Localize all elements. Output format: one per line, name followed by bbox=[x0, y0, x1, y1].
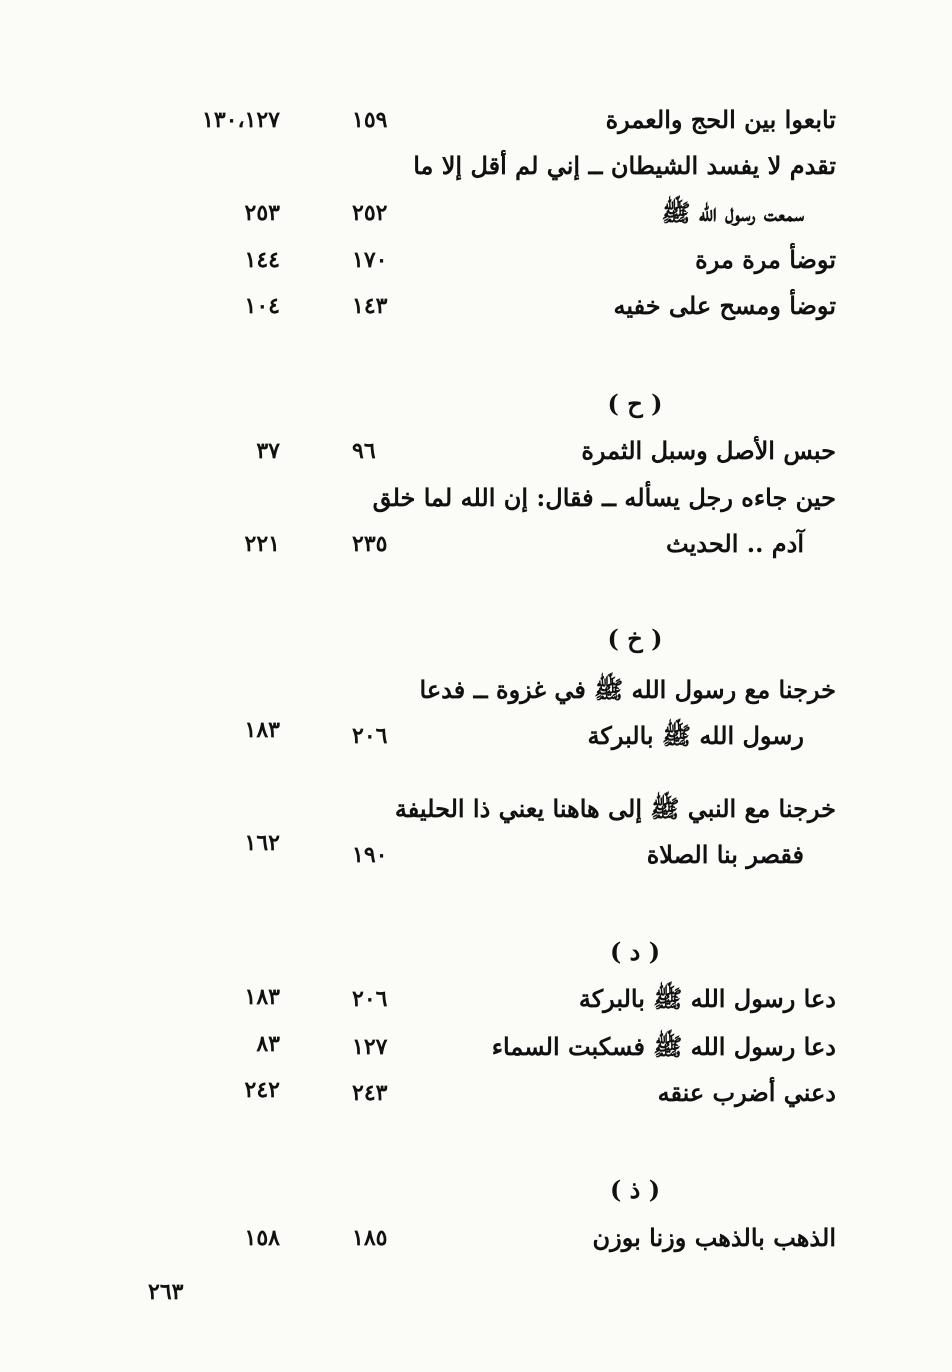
entry-hadith-number: ٢٤٣ bbox=[352, 1080, 388, 1106]
entry-page-number: ١٦٢ bbox=[244, 830, 280, 856]
index-entry bbox=[0, 789, 952, 829]
entry-page-number: ١٨٣ bbox=[244, 984, 280, 1010]
entry-text: دعني أضرب عنقه bbox=[657, 1078, 836, 1107]
entry-text: دعا رسول الله ﷺ بالبركة bbox=[578, 984, 836, 1013]
entry-page-number: ٨٣ bbox=[256, 1031, 280, 1057]
index-entry bbox=[0, 979, 952, 1019]
entry-text: آدم .. الحديث bbox=[666, 529, 804, 558]
entry-hadith-number: ١٤٣ bbox=[352, 293, 388, 319]
entry-text: خرجنا مع النبي ﷺ إلى هاهنا يعني ذا الحليفة bbox=[394, 794, 836, 823]
entry-text: فقصر بنا الصلاة bbox=[646, 840, 804, 869]
entry-page-number: ١٤٤ bbox=[244, 247, 280, 273]
index-entry bbox=[0, 431, 952, 471]
entry-hadith-number: ١٧٠ bbox=[352, 247, 388, 273]
index-entry bbox=[0, 830, 952, 875]
entry-hadith-number: ١٨٥ bbox=[352, 1225, 388, 1251]
entry-hadith-number: ١٩٠ bbox=[352, 842, 388, 868]
entry-text: حين جاءه رجل يسأله ــ فقال: إن الله لما خلق bbox=[372, 483, 836, 512]
entry-page-number: ٣٧ bbox=[256, 438, 280, 464]
entry-hadith-number: ٩٦ bbox=[352, 438, 376, 464]
index-entry bbox=[0, 1027, 952, 1067]
entry-hadith-number: ٢٠٦ bbox=[352, 723, 388, 749]
entry-page-number: ١٣٠،١٢٧ bbox=[202, 107, 280, 133]
entry-text: تابعوا بين الحج والعمرة bbox=[605, 105, 836, 134]
entry-page-number: ٢٥٣ bbox=[244, 200, 280, 226]
entry-page-number: ١٠٤ bbox=[244, 293, 280, 319]
entry-page-number: ٢٤٢ bbox=[244, 1077, 280, 1103]
entry-text: توضأ مرة مرة bbox=[695, 245, 836, 274]
index-entry bbox=[0, 240, 952, 280]
section-letter-heading: ( خ ) bbox=[607, 624, 663, 653]
entry-text: رسول الله ﷺ بالبركة bbox=[587, 721, 804, 750]
index-entry bbox=[0, 670, 952, 710]
entry-page-number: ١٥٨ bbox=[244, 1225, 280, 1251]
index-entry bbox=[0, 100, 952, 140]
index-entry bbox=[0, 1073, 952, 1113]
index-entry bbox=[0, 286, 952, 326]
entry-text: الذهب بالذهب وزنا بوزن bbox=[592, 1223, 836, 1252]
entry-hadith-number: ١٢٧ bbox=[352, 1034, 388, 1060]
index-entry bbox=[0, 146, 952, 186]
section-letter-heading: ( ح ) bbox=[607, 389, 663, 418]
index-entry bbox=[0, 716, 952, 756]
page-number: ٢٦٣ bbox=[148, 1279, 184, 1305]
section-letter-heading: ( ذ ) bbox=[609, 1175, 661, 1204]
index-entry bbox=[0, 524, 952, 564]
index-entry bbox=[0, 478, 952, 518]
entry-text: خرجنا مع رسول الله ﷺ في غزوة ــ فدعا bbox=[419, 675, 836, 704]
entry-page-number: ١٨٣ bbox=[244, 717, 280, 743]
index-entry bbox=[0, 1218, 952, 1258]
entry-text: توضأ ومسح على خفيه bbox=[613, 291, 836, 320]
entry-text: سمعت رسول الله ﷺ bbox=[661, 198, 804, 227]
entry-text: دعا رسول الله ﷺ فسكبت السماء bbox=[491, 1032, 836, 1061]
entry-hadith-number: ١٥٩ bbox=[352, 107, 388, 133]
entry-hadith-number: ٢٥٢ bbox=[352, 200, 388, 226]
entry-text: حبس الأصل وسبل الثمرة bbox=[581, 436, 836, 465]
entry-text: تقدم لا يفسد الشيطان ــ إني لم أقل إلا ما bbox=[413, 151, 836, 180]
entry-hadith-number: ٢٣٥ bbox=[352, 531, 388, 557]
entry-hadith-number: ٢٠٦ bbox=[352, 986, 388, 1012]
index-entry bbox=[0, 193, 952, 233]
section-letter-heading: ( د ) bbox=[609, 937, 661, 966]
entry-page-number: ٢٢١ bbox=[244, 531, 280, 557]
